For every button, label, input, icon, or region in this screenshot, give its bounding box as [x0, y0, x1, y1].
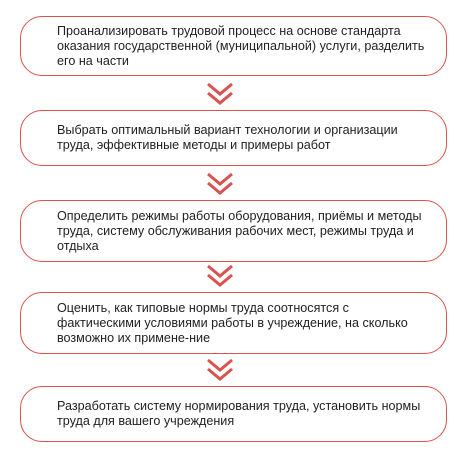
double-chevron-down-icon [202, 80, 238, 108]
double-chevron-down-icon [202, 356, 238, 384]
step-3-box [20, 200, 447, 262]
step-2-text: Выбрать оптимальный вариант технологии и организации труда, эффективные методы и примеры работ [57, 123, 398, 152]
step-5-box [20, 386, 447, 442]
step-4-text: Оценить, как типовые нормы труда соотносятся с фактическими условиями работы в учреждение, на сколько возможно их примене-ние [57, 300, 408, 345]
step-4-box [20, 292, 447, 354]
double-chevron-down-icon [202, 262, 238, 290]
step-3-text: Определить режимы работы оборудования, приёмы и методы труда, систему обслуживания рабочих мест, режимы труда и отдыха [57, 208, 422, 253]
step-5-text: Разработать систему нормирования труда, установить нормы труда для вашего учреждения [57, 399, 421, 428]
step-1-text: Проанализировать трудовой процесс на основе стандарта оказания государственной (муниципальной) услуги, разделить его на части [57, 23, 425, 68]
step-1-box [20, 16, 447, 76]
step-2-box [20, 110, 447, 166]
double-chevron-down-icon [202, 170, 238, 198]
